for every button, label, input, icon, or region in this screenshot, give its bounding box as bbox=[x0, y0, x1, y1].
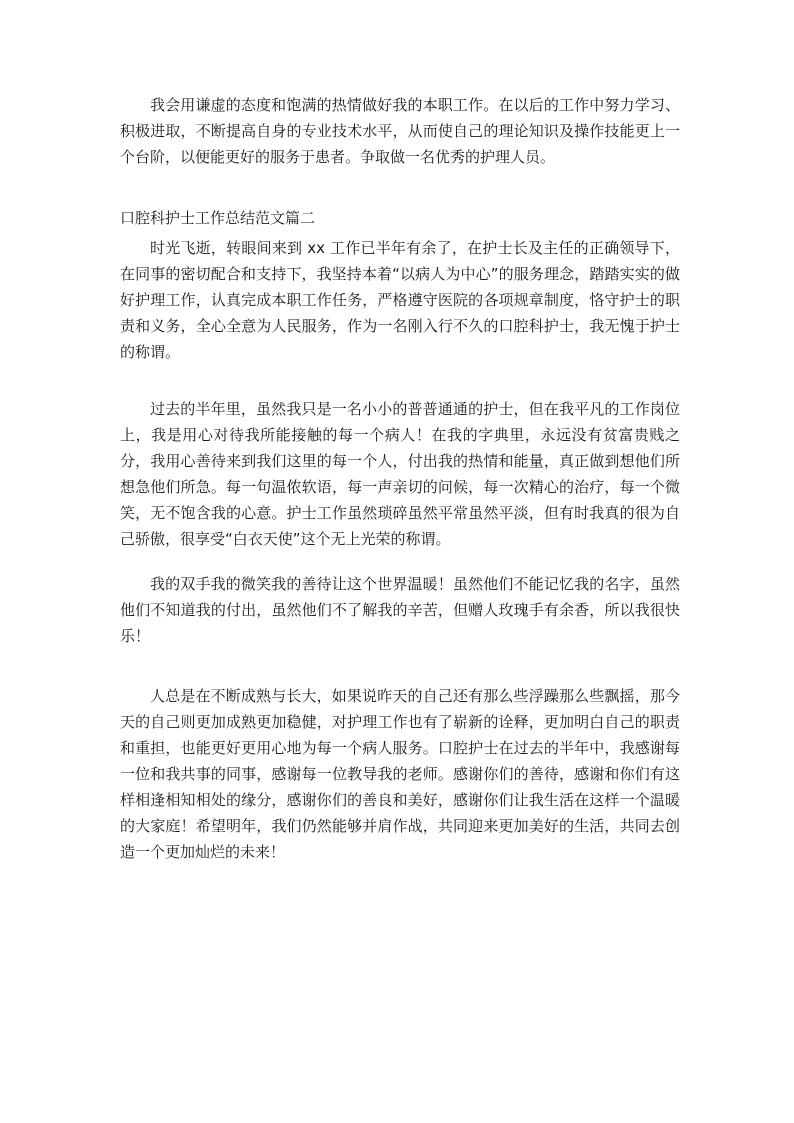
section-title: 口腔科护士工作总结范文篇二 bbox=[120, 209, 316, 227]
paragraph-1: 我会用谦虚的态度和饱满的热情做好我的本职工作。在以后的工作中努力学习、积极进取，不断提高自身的专业技术水平，从而使自己的理论知识及操作技能更上一个台阶，以便能更好的服务于患者。争取做一名优秀的护理人员。 bbox=[120, 96, 680, 166]
paragraph-4: 我的双手我的微笑我的善待让这个世界温暖！虽然他们不能记忆我的名字，虽然他们不知道我的付出，虽然他们不了解我的辛苦，但赠人玫瑰手有余香，所以我很快乐！ bbox=[120, 575, 680, 645]
paragraph-5: 人总是在不断成熟与长大，如果说昨天的自己还有那么些浮躁那么些飘摇，那今天的自己则更加成熟更加稳健，对护理工作也有了崭新的诠释，更加明白自己的职责和重担，也能更好更用心地为每一个病人服务。口腔护士在过去的半年中，我感谢每一位和我共事的同事，感谢每一位教导我的老师。感谢你们的善待，感谢和你们有这样相逢相知相处的缘分，感谢你们的善良和美好，感谢你们让我生活在这样一个温暖的大家庭！希望明年，我们仍然能够并肩作战，共同迎来更加美好的生活，共同去创造一个更加灿烂的未来！ bbox=[120, 687, 680, 861]
paragraph-3: 过去的半年里，虽然我只是一名小小的普普通通的护士，但在我平凡的工作岗位上，我是用心对待我所能接触的每一个病人！在我的字典里，永远没有贫富贵贱之分，我用心善待来到我们这里的每一个人，付出我的热情和能量，真正做到想他们所想急他们所急。每一句温侬软语，每一声亲切的问候，每一次精心的治疗，每一个微笑，无不饱含我的心意。护士工作虽然琐碎虽然平常虽然平淡，但有时我真的很为自己骄傲，很享受“白衣天使”这个无上光荣的称谓。 bbox=[120, 400, 680, 548]
paragraph-2: 时光飞逝，转眼间来到 xx 工作已半年有余了，在护士长及主任的正确领导下，在同事的密切配合和支持下，我坚持本着“以病人为中心”的服务理念，踏踏实实的做好护理工作，认真完成本职工作任务，严格遵守医院的各项规章制度，恪守护士的职责和义务，全心全意为人民服务，作为一名刚入行不久的口腔科护士，我无愧于护士的称谓。 bbox=[120, 239, 680, 361]
